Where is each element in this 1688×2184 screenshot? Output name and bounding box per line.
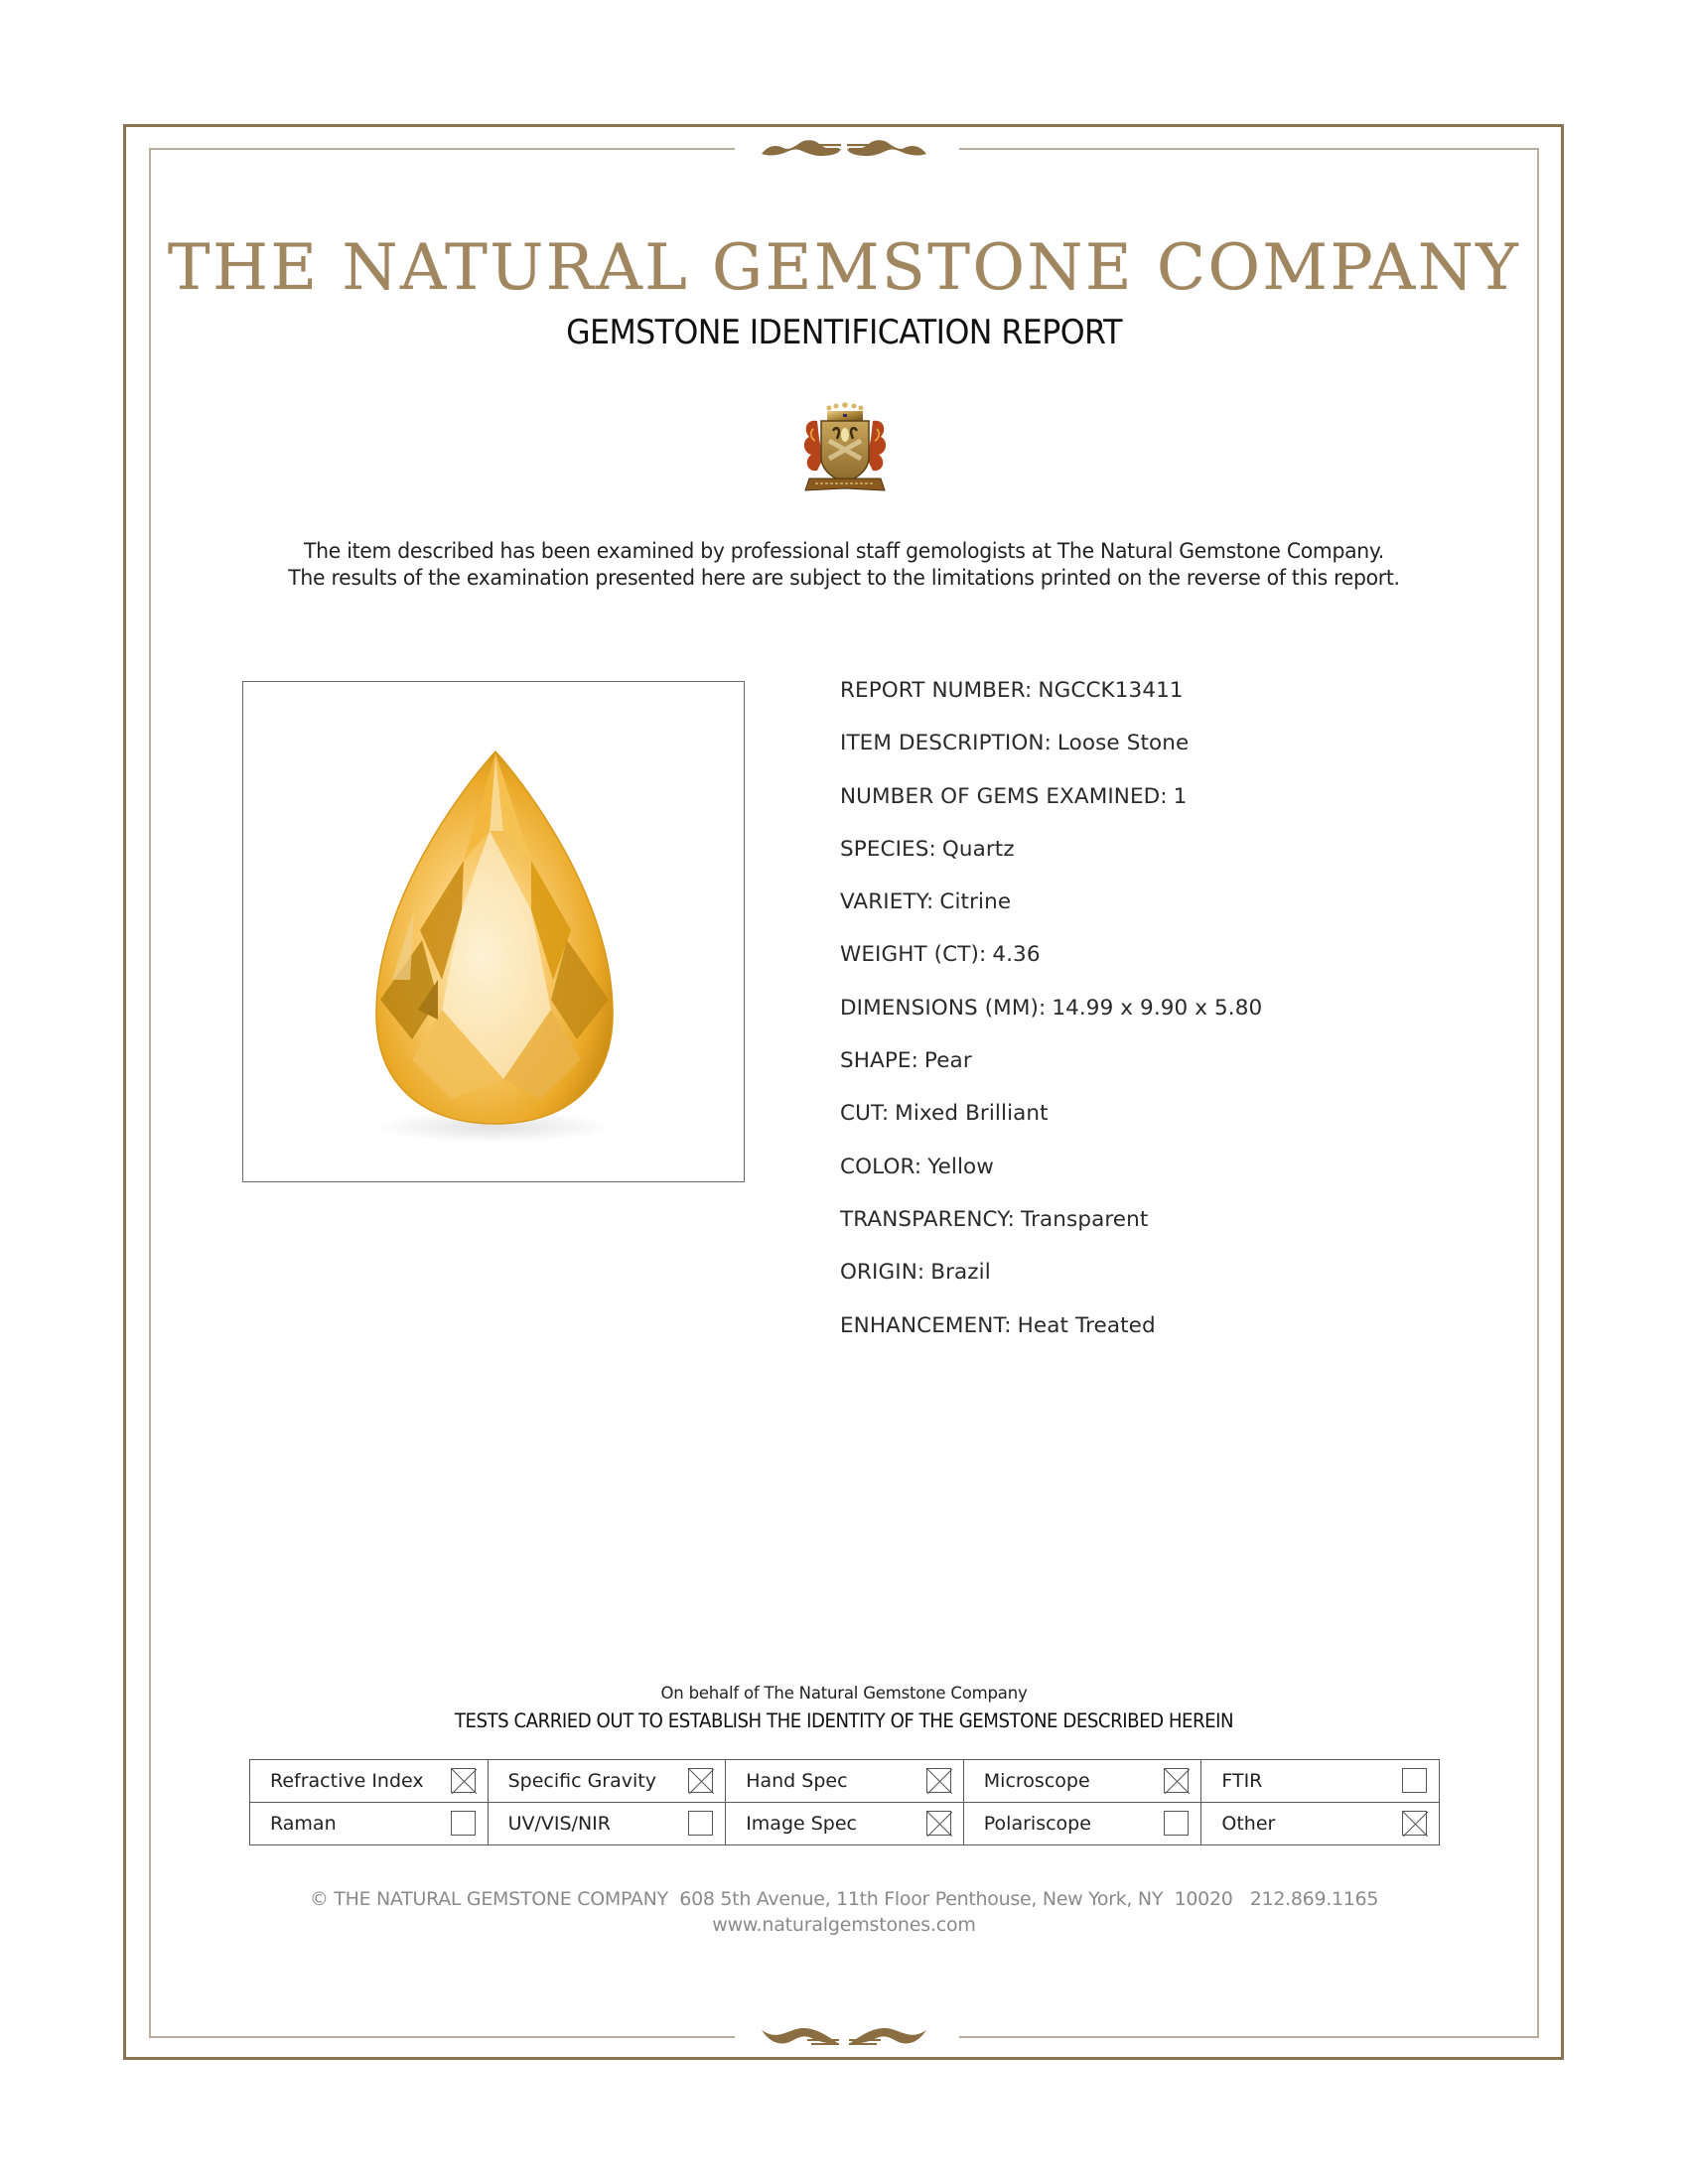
detail-value: 4.36 [992,942,1041,968]
detail-label: ITEM DESCRIPTION: [840,731,1052,756]
detail-value: Citrine [939,889,1012,915]
detail-shape [840,1045,1535,1098]
detail-number-of-gems [840,781,1535,834]
detail-cut [840,1098,1535,1151]
test-label: Raman [270,1813,337,1835]
detail-value: Mixed Brilliant [895,1101,1049,1127]
detail-value: NGCCK13411 [1038,678,1184,703]
checkbox-checked[interactable] [688,1768,713,1793]
detail-value: Heat Treated [1017,1312,1156,1338]
test-label: FTIR [1221,1770,1263,1792]
bottom-flourish-ornament-icon [760,2022,928,2052]
checkbox-unchecked[interactable] [688,1811,713,1836]
test-cell-hand-spec [726,1760,964,1803]
heraldic-crest-icon [799,399,891,496]
detail-weight [840,939,1535,992]
detail-report-number [840,675,1535,728]
inner-frame-right [1537,148,1539,2038]
test-cell-ftir [1201,1760,1440,1803]
intro-line-1: The item described has been examined by professional staff gemologists at The Natural Gemstone Company. [304,539,1384,563]
test-label: Specific Gravity [507,1770,656,1792]
detail-label: COLOR: [840,1154,922,1179]
test-cell-raman [250,1803,489,1845]
checkbox-checked[interactable] [1402,1811,1427,1836]
test-cell-microscope [963,1760,1201,1803]
detail-label: SPECIES: [840,836,936,862]
inner-frame-bottom-right [959,2036,1539,2038]
tests-row [250,1760,1440,1803]
tests-table [249,1759,1440,1845]
test-cell-other [1201,1803,1440,1845]
checkbox-checked[interactable] [926,1768,951,1793]
checkbox-checked[interactable] [926,1811,951,1836]
test-label: Image Spec [746,1813,857,1835]
detail-label: SHAPE: [840,1048,918,1074]
detail-label: DIMENSIONS (MM): [840,995,1047,1021]
checkbox-checked[interactable] [1164,1768,1189,1793]
gemstone-photo [242,681,745,1182]
test-label: Refractive Index [270,1770,424,1792]
detail-label: VARIETY: [840,889,934,915]
inner-frame-left [149,148,151,2038]
detail-value: Pear [923,1048,972,1074]
x-mark-icon [927,1769,952,1794]
detail-value: 14.99 x 9.90 x 5.80 [1052,995,1263,1021]
citrine-pear-gem-icon [243,682,743,1180]
x-mark-icon [689,1769,714,1794]
detail-label: ENHANCEMENT: [840,1312,1012,1338]
detail-species [840,834,1535,887]
x-mark-icon [927,1812,952,1837]
test-cell-uv-vis-nir [488,1803,726,1845]
test-cell-image-spec [726,1803,964,1845]
intro-disclaimer [0,538,1688,592]
detail-label: CUT: [840,1101,890,1127]
test-label: Other [1221,1813,1276,1835]
detail-value: Transparent [1021,1206,1149,1232]
x-mark-icon [452,1769,477,1794]
detail-color [840,1152,1535,1204]
test-cell-refractive-index [250,1760,489,1803]
detail-value: 1 [1173,783,1188,809]
website-link[interactable]: www.naturalgemstones.com [712,1914,976,1936]
test-label: Hand Spec [746,1770,848,1792]
detail-origin [840,1257,1535,1309]
inner-frame-top-left [149,148,735,150]
detail-value: Loose Stone [1056,731,1190,756]
tests-row [250,1803,1440,1845]
checkbox-unchecked[interactable] [451,1811,476,1836]
checkbox-unchecked[interactable] [1164,1811,1189,1836]
detail-dimensions [840,993,1535,1045]
detail-value: Brazil [930,1260,991,1286]
detail-value: Quartz [941,836,1015,862]
detail-label: REPORT NUMBER: [840,678,1033,703]
on-behalf-note: On behalf of The Natural Gemstone Company [660,1684,1028,1703]
detail-value: Yellow [927,1154,994,1179]
gemstone-details-list [840,675,1535,1363]
detail-variety [840,887,1535,939]
checkbox-unchecked[interactable] [1402,1768,1427,1793]
inner-frame-top-right [959,148,1539,150]
company-address: © THE NATURAL GEMSTONE COMPANY 608 5th Avenue, 11th Floor Penthouse, New York, NY 10020 212.869.1165 [309,1888,1379,1910]
detail-label: TRANSPARENCY: [840,1206,1015,1232]
company-title: THE NATURAL GEMSTONE COMPANY [167,231,1521,305]
report-title: GEMSTONE IDENTIFICATION REPORT [566,313,1122,352]
checkbox-checked[interactable] [451,1768,476,1793]
detail-enhancement [840,1310,1535,1363]
top-flourish-ornament-icon [760,134,928,164]
test-label: Polariscope [983,1813,1091,1835]
inner-frame-bottom-left [149,2036,735,2038]
detail-transparency [840,1204,1535,1257]
detail-label: NUMBER OF GEMS EXAMINED: [840,783,1168,809]
test-cell-polariscope [963,1803,1201,1845]
detail-label: ORIGIN: [840,1260,925,1286]
x-mark-icon [1403,1812,1428,1837]
detail-label: WEIGHT (CT): [840,942,987,968]
test-label: UV/VIS/NIR [507,1813,611,1835]
test-label: Microscope [983,1770,1090,1792]
test-cell-specific-gravity [488,1760,726,1803]
tests-heading: TESTS CARRIED OUT TO ESTABLISH THE IDENTITY OF THE GEMSTONE DESCRIBED HEREIN [454,1709,1234,1732]
detail-item-description [840,728,1535,780]
intro-line-2: The results of the examination presented here are subject to the limitations printed on the reverse of this report. [288,566,1400,590]
x-mark-icon [1165,1769,1190,1794]
